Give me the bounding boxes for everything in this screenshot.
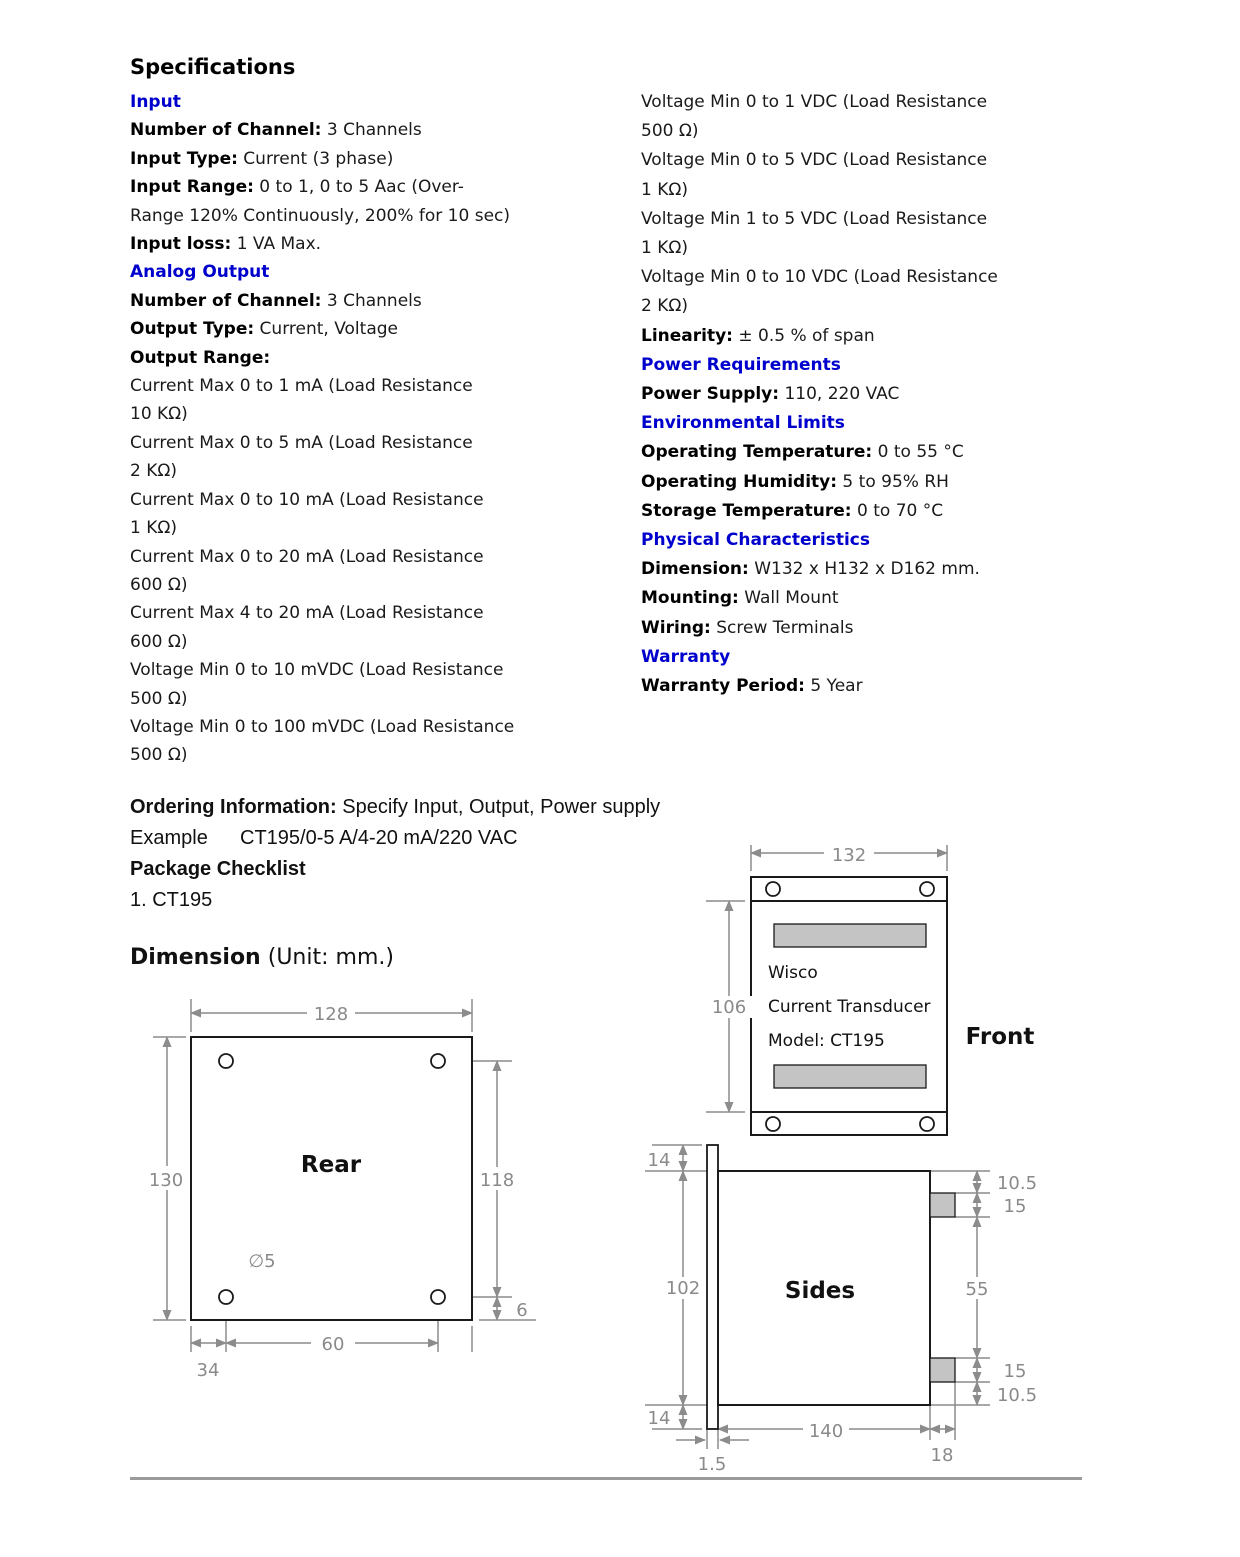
package-checklist-item: 1. CT195 (130, 889, 213, 911)
spec-line: 500 Ω) (130, 688, 188, 709)
ordering-section (130, 792, 660, 916)
spec-line: 600 Ω) (130, 631, 188, 652)
rear-view-label: Rear (300, 1152, 362, 1178)
spec-line: Current Max 0 to 5 mA (Load Resistance (130, 432, 473, 453)
spec-line: Voltage Min 0 to 5 VDC (Load Resistance (641, 150, 988, 171)
spec-line: Physical Characteristics (641, 530, 871, 551)
sides-top-offset-dim: 10.5 (996, 1173, 1038, 1194)
spec-line: Voltage Min 0 to 10 VDC (Load Resistance (641, 267, 998, 288)
ordering-example-line (130, 823, 660, 854)
dimension-title-bold: Dimension (130, 945, 261, 970)
spec-line: Current Max 4 to 20 mA (Load Resistance (130, 603, 484, 624)
rear-hole-diameter-dim: ∅5 (248, 1251, 276, 1272)
rear-width-dim: 128 (313, 1004, 349, 1025)
page-title: Specifications (130, 55, 296, 79)
spec-line: Storage Temperature: 0 to 70 °C (641, 500, 944, 521)
mounting-hole (766, 1117, 780, 1131)
sides-terminal-bottom-dim: 15 (1003, 1361, 1027, 1382)
spec-line: 1 KΩ) (641, 238, 688, 259)
example-label: Example (130, 827, 208, 849)
device-product-text: Current Transducer (768, 997, 931, 1017)
rear-panel-outline (191, 1037, 472, 1320)
spec-column-left (130, 88, 514, 770)
ordering-info-text: Specify Input, Output, Power supply (342, 796, 661, 818)
spec-line: Input Type: Current (3 phase) (130, 148, 394, 169)
rear-hole-span-v-dim: 118 (479, 1170, 515, 1191)
terminal-block (930, 1193, 955, 1217)
rear-hole-bottom-dim: 6 (516, 1300, 528, 1321)
spec-line: Input Range: 0 to 1, 0 to 5 Aac (Over- (130, 177, 464, 198)
sides-bottom-offset-dim: 10.5 (996, 1385, 1038, 1406)
spec-line: Voltage Min 1 to 5 VDC (Load Resistance (641, 208, 988, 229)
sides-terminal-top-dim: 15 (1003, 1196, 1027, 1217)
mounting-hole (766, 882, 780, 896)
front-height-dim: 106 (711, 997, 747, 1018)
spec-line: 500 Ω) (641, 121, 699, 142)
mounting-hole (431, 1054, 445, 1068)
spec-line: 600 Ω) (130, 574, 188, 595)
sides-flange-bottom-dim: 14 (647, 1408, 671, 1429)
rear-hole-left-dim: 34 (196, 1360, 220, 1381)
rear-view-drawing (140, 990, 570, 1390)
front-view-label: Front (965, 1024, 1035, 1050)
page-divider-line (130, 1477, 1082, 1480)
spec-line: 1 KΩ) (130, 518, 177, 539)
spec-line: Dimension: W132 x H132 x D162 mm. (641, 559, 980, 580)
terminal-block (930, 1358, 955, 1382)
mounting-hole (920, 1117, 934, 1131)
mounting-hole (219, 1290, 233, 1304)
rear-height-dim: 130 (148, 1170, 184, 1191)
ordering-info-line (130, 792, 660, 823)
mounting-hole (219, 1054, 233, 1068)
spec-line: Output Range: (130, 347, 271, 368)
spec-line: 500 Ω) (130, 745, 188, 766)
package-checklist-label: Package Checklist (130, 858, 306, 880)
spec-line: 2 KΩ) (641, 296, 688, 317)
spec-line: 2 KΩ) (130, 461, 177, 482)
spec-line: Input (130, 92, 181, 112)
vent-slot (774, 1065, 926, 1088)
spec-line: Voltage Min 0 to 10 mVDC (Load Resistance (130, 660, 504, 681)
sides-terminal-depth-dim: 18 (930, 1445, 954, 1466)
mounting-hole (431, 1290, 445, 1304)
sides-body-depth-dim: 140 (808, 1421, 844, 1442)
dimension-section-title (130, 945, 394, 970)
device-model-text: Model: CT195 (768, 1031, 885, 1051)
spec-line: Warranty Period: 5 Year (641, 676, 863, 697)
spec-column-right (641, 88, 998, 701)
spec-line: Output Type: Current, Voltage (130, 319, 398, 340)
spec-line: Linearity: ± 0.5 % of span (641, 325, 875, 346)
spec-line: Operating Humidity: 5 to 95% RH (641, 471, 949, 492)
spec-line: Number of Channel: 3 Channels (130, 290, 422, 311)
spec-line: Wiring: Screw Terminals (641, 617, 854, 638)
spec-line: Current Max 0 to 20 mA (Load Resistance (130, 546, 484, 567)
sides-body-height-dim: 102 (665, 1278, 701, 1299)
sides-view-drawing (630, 1140, 1110, 1480)
front-width-dim: 132 (831, 845, 867, 866)
spec-line: Analog Output (130, 262, 270, 283)
spec-line: Input loss: 1 VA Max. (130, 234, 322, 255)
spec-line: Warranty (641, 646, 731, 667)
sides-terminal-span-dim: 55 (965, 1279, 989, 1300)
spec-line: Power Requirements (641, 354, 841, 375)
spec-line: 10 KΩ) (130, 404, 188, 425)
mounting-plate (707, 1145, 718, 1429)
spec-line: Environmental Limits (641, 413, 845, 434)
sides-flange-top-dim: 14 (647, 1150, 671, 1171)
mounting-hole (920, 882, 934, 896)
spec-line: Mounting: Wall Mount (641, 588, 839, 609)
example-value: CT195/0-5 A/4-20 mA/220 VAC (240, 827, 518, 849)
spec-line: Current Max 0 to 10 mA (Load Resistance (130, 489, 484, 510)
sides-plate-thickness-dim: 1.5 (697, 1454, 727, 1475)
spec-line: Number of Channel: 3 Channels (130, 120, 422, 141)
spec-line: 1 KΩ) (641, 179, 688, 200)
spec-line: Operating Temperature: 0 to 55 °C (641, 442, 964, 463)
sides-view-label: Sides (784, 1278, 856, 1304)
spec-line: Range 120% Continuously, 200% for 10 sec) (130, 205, 511, 226)
device-brand-text: Wisco (768, 963, 818, 983)
vent-slot (774, 924, 926, 947)
spec-line: Current Max 0 to 1 mA (Load Resistance (130, 376, 473, 397)
rear-hole-span-h-dim: 60 (321, 1334, 345, 1355)
spec-line: Voltage Min 0 to 1 VDC (Load Resistance (641, 92, 988, 112)
spec-line: Voltage Min 0 to 100 mVDC (Load Resistance (130, 716, 515, 737)
dimension-unit: (Unit: mm.) (267, 945, 394, 970)
spec-line: Power Supply: 110, 220 VAC (641, 384, 900, 405)
front-view-drawing (690, 838, 1090, 1148)
ordering-info-label: Ordering Information: (130, 796, 337, 818)
